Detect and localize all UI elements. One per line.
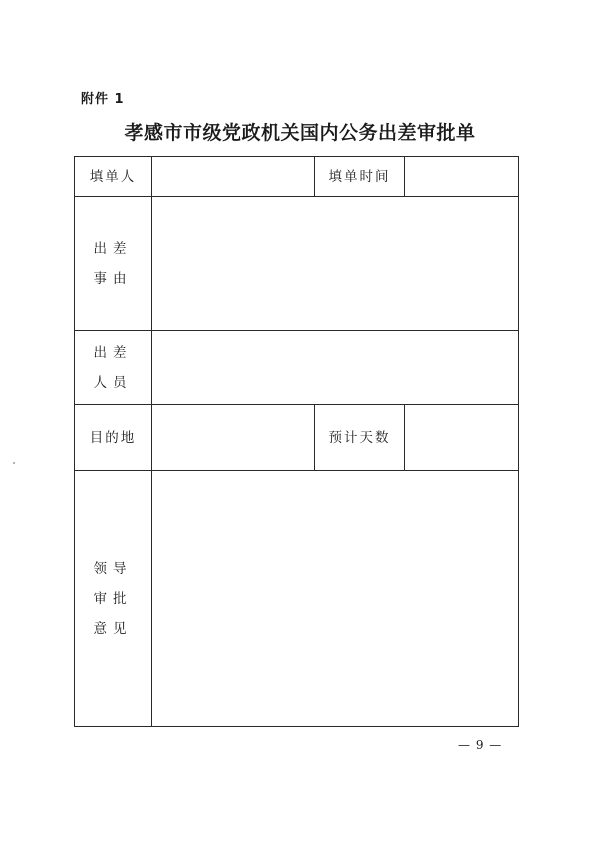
personnel-label-line2: 人员	[93, 374, 133, 391]
approval-label	[75, 471, 152, 727]
reason-label	[75, 197, 152, 331]
filler-row	[75, 157, 519, 197]
page-number: — 9 —	[458, 738, 503, 752]
personnel-label	[75, 331, 152, 405]
approval-label-line2: 审批	[93, 590, 133, 607]
destination-row	[75, 405, 519, 471]
filler-label: 填单人	[75, 157, 152, 197]
reason-label-line1: 出差	[93, 240, 133, 257]
approval-label-line1: 领导	[93, 560, 133, 577]
fill-date-label: 填单时间	[315, 157, 405, 197]
scan-speck	[13, 462, 15, 464]
filler-input[interactable]	[152, 157, 315, 197]
reason-label-line2: 事由	[93, 270, 133, 287]
destination-input[interactable]	[152, 405, 315, 471]
reason-row	[75, 197, 519, 331]
estimated-days-input[interactable]	[405, 405, 519, 471]
approval-input[interactable]	[152, 471, 519, 727]
document-title: 孝感市市级党政机关国内公务出差审批单	[124, 122, 476, 144]
approval-label-line3: 意见	[93, 620, 133, 637]
personnel-input[interactable]	[152, 331, 519, 405]
approval-form-table	[74, 156, 519, 727]
personnel-label-line1: 出差	[93, 344, 133, 361]
fill-date-input[interactable]	[405, 157, 519, 197]
attachment-label: 附件 1	[81, 92, 125, 107]
personnel-row	[75, 331, 519, 405]
destination-label: 目的地	[75, 405, 152, 471]
estimated-days-label: 预计天数	[315, 405, 405, 471]
reason-input[interactable]	[152, 197, 519, 331]
approval-row	[75, 471, 519, 727]
